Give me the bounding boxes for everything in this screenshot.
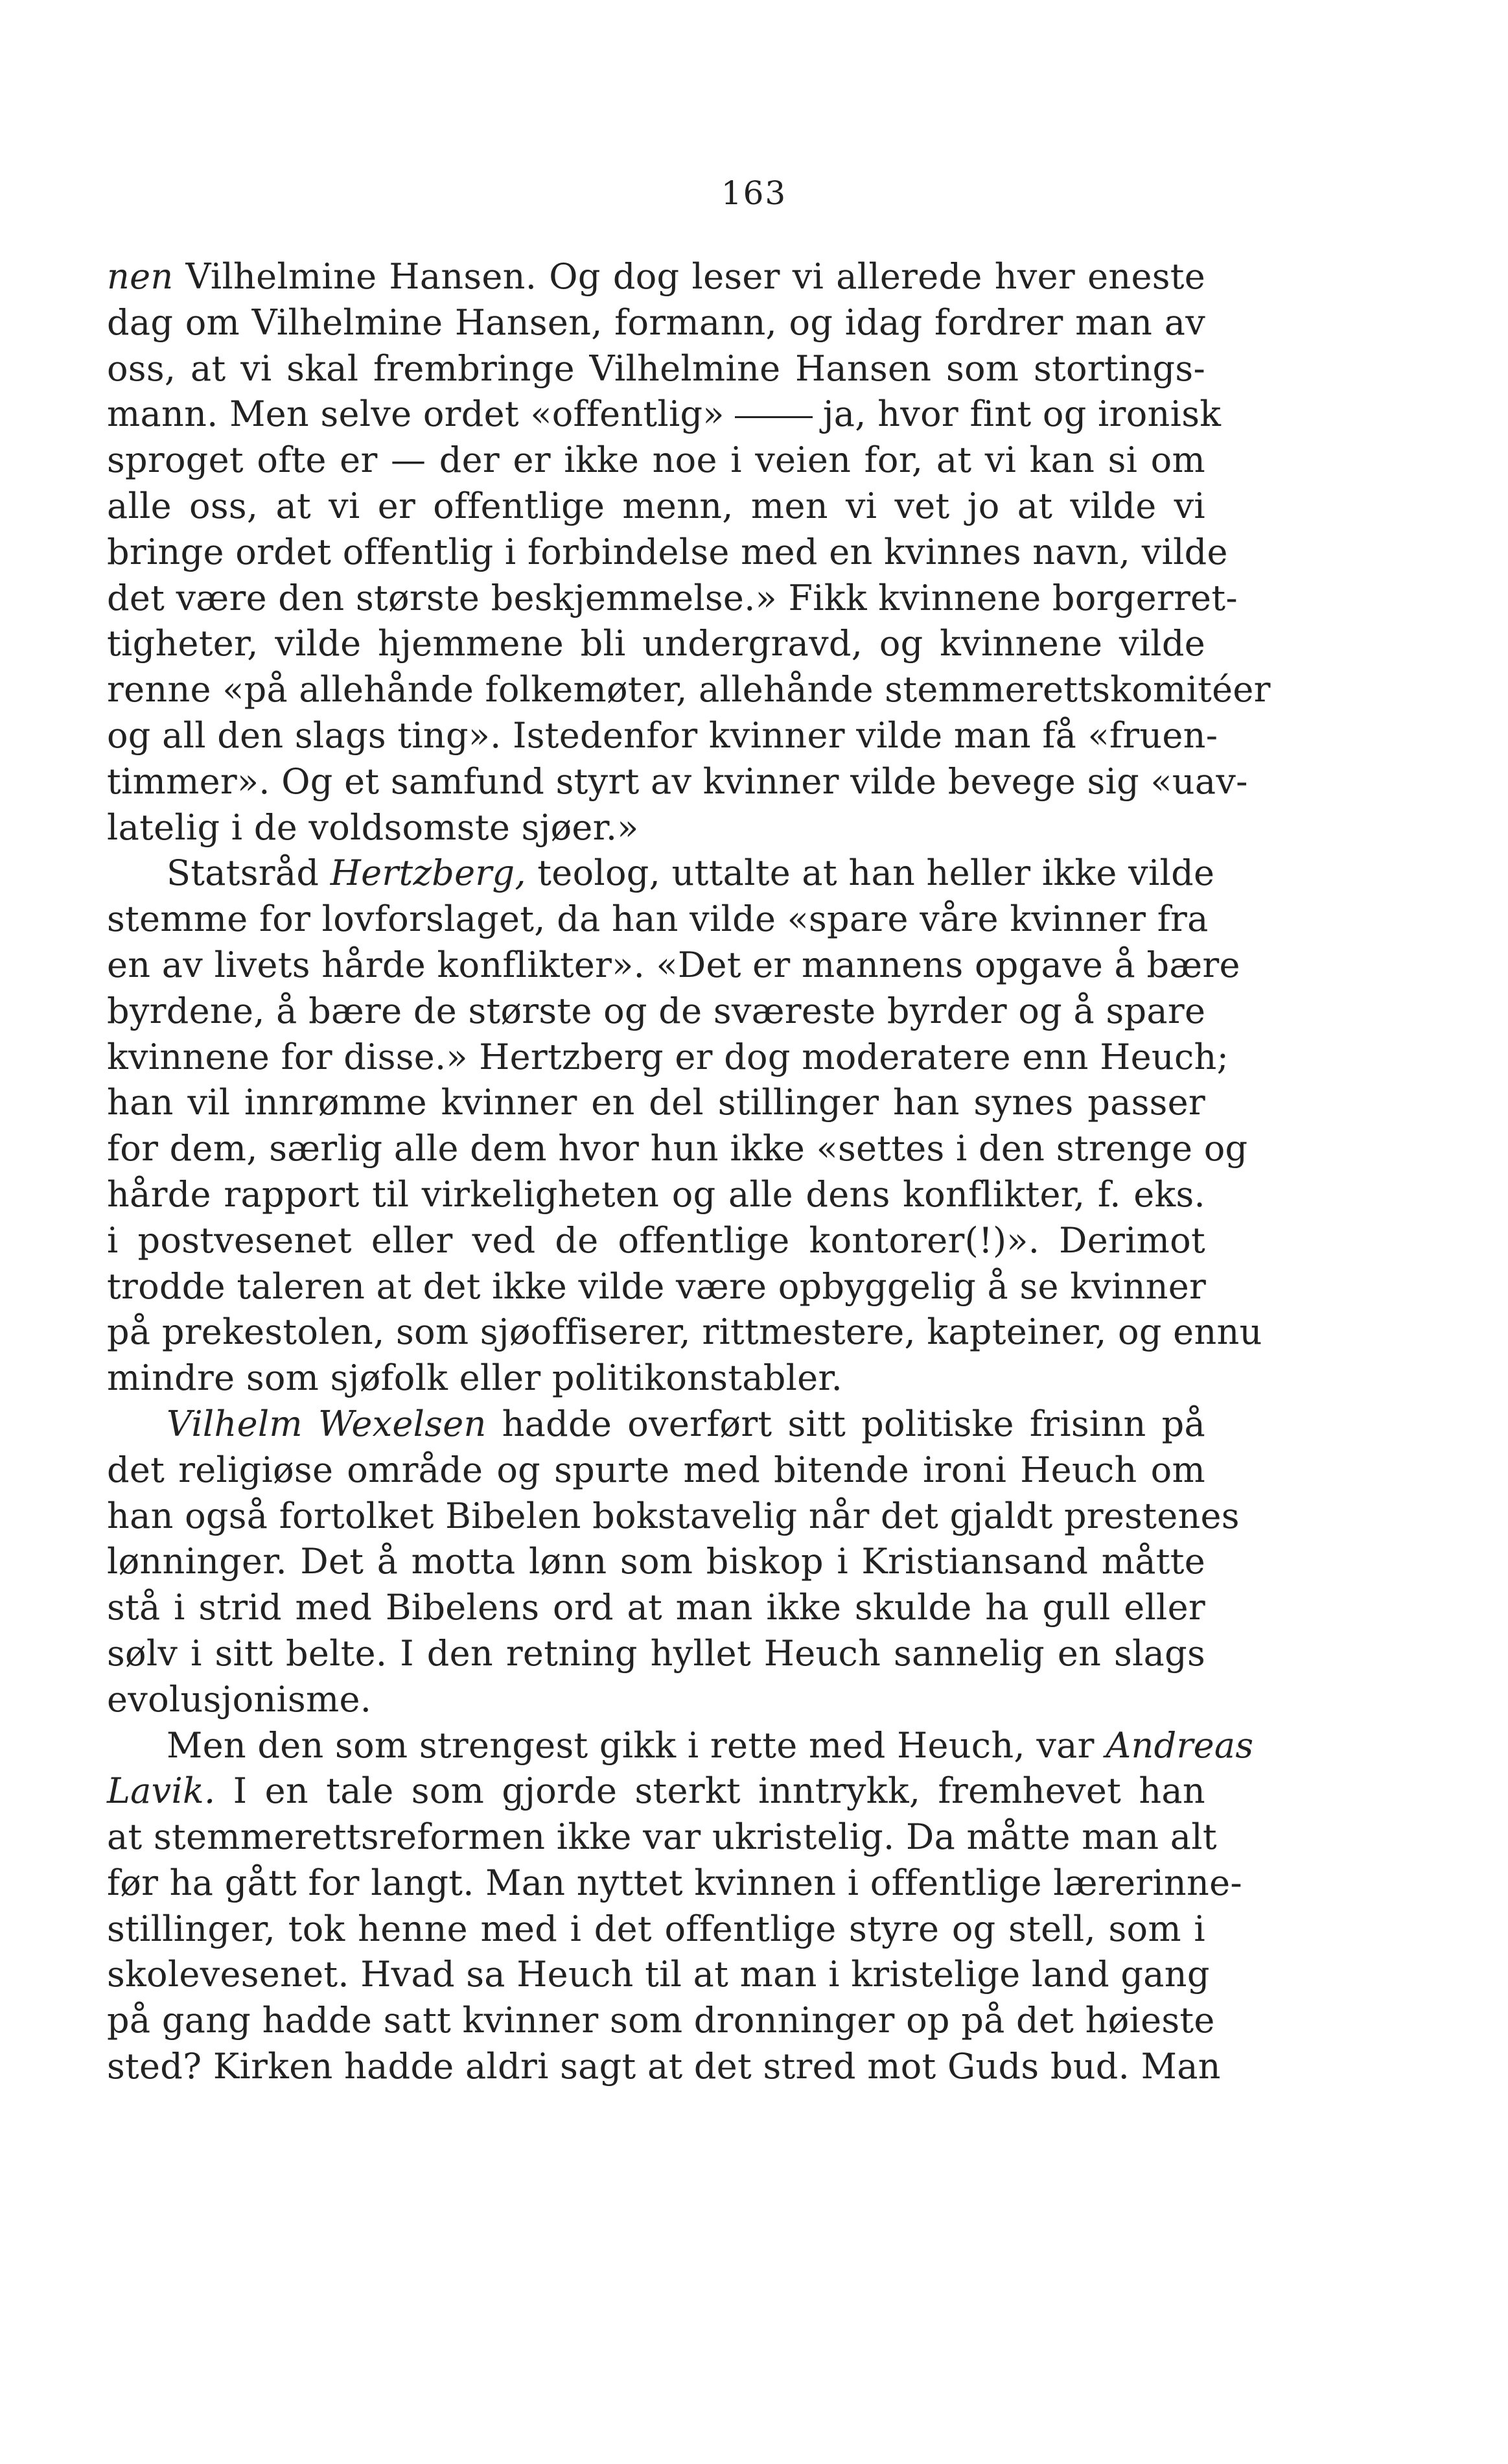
text-line-32: evolusjonisme. [107,1678,372,1720]
text-line-24: på prekestolen, som sjøoffiserer, rittmestere, kapteiner, og ennu [107,1311,1262,1353]
em-dash-rule [735,416,813,418]
text-line-39: på gang hadde satt kvinner som dronninger op på det høieste [107,2000,1215,2041]
line-text: Men den som strengest gikk i rette med Heuch, var [167,1724,1106,1766]
italic-name: Andreas [1106,1724,1254,1766]
text-line-20: for dem, særlig alle dem hvor hun ikke «settes i den strenge og [107,1128,1248,1169]
text-line-35: at stemmerettsreformen ikke var ukristelig. Da måtte man alt [107,1816,1217,1858]
text-line-30: stå i strid med Bibelens ord at man ikke skulde ha gull eller [107,1587,1205,1628]
text-line-13: latelig i de voldsomste sjøer.» [107,806,639,848]
italic-name: Lavik. [107,1770,216,1812]
text-line-19: han vil innrømme kvinner en del stillinger han synes passer [107,1082,1205,1123]
line-text: Statsråd [167,852,331,894]
text-line-7: bringe ordet offentlig i forbindelse med en kvinnes navn, vilde [107,531,1228,572]
text-line-28: han også fortolket Bibelen bokstavelig når det gjaldt prestenes [107,1495,1240,1536]
text-line-10: renne «på allehånde folkemøter, allehånde stemmerettskomitéer [107,669,1271,710]
text-line-29: lønninger. Det å motta lønn som biskop i Kristiansand måtte [107,1541,1205,1582]
text-line-4 [107,392,1222,438]
text-line-5: sproget ofte er — der er ikke noe i veien for, at vi kan si om [107,440,1205,481]
line-text: Vilhelmine Hansen. Og dog leser vi allerede hver eneste [173,256,1205,297]
line-text: teolog, uttalte at han heller ikke vilde [526,852,1215,894]
text-line-34 [107,1768,1205,1814]
text-line-18: kvinnene for disse.» Hertzberg er dog moderatere enn Heuch; [107,1036,1229,1077]
page-number: 163 [721,174,787,212]
body-text [107,254,1271,2090]
text-line-12: timmer». Og et samfund styrt av kvinner vilde bevege sig «uav- [107,760,1248,802]
text-line-38: skolevesenet. Hvad sa Heuch til at man i kristelige land gang [107,1954,1210,1995]
line-text: mann. Men selve ordet «offentlig» [107,393,725,435]
text-line-3: oss, at vi skal frembringe Vilhelmine Hansen som stortings- [107,347,1205,389]
text-line-15: stemme for lovforslaget, da han vilde «spare våre kvinner fra [107,898,1209,940]
text-line-8: det være den største beskjemmelse.» Fikk kvinnene borgerret- [107,577,1238,618]
line-text: I en tale som gjorde sterkt inntrykk, fremhevet han [215,1770,1205,1812]
text-line-23: trodde taleren at det ikke vilde være opbyggelig å se kvinner [107,1265,1207,1307]
line-text: ja, hvor fint og ironisk [822,393,1222,435]
text-line-21: hårde rapport til virkeligheten og alle dens konflikter, f. eks. [107,1173,1205,1215]
text-line-27: det religiøse område og spurte med bitende ironi Heuch om [107,1449,1205,1490]
text-line-16: en av livets hårde konflikter». «Det er mannens opgave å bære [107,944,1240,985]
text-line-31: sølv i sitt belte. I den retning hyllet Heuch sannelig en slags [107,1632,1205,1674]
text-line-37: stillinger, tok henne med i det offentlige styre og stell, som i [107,1908,1205,1949]
text-line-22: i postvesenet eller ved de offentlige kontorer(!)». Derimot [107,1219,1205,1261]
line-text: hadde overført sitt politiske frisinn på [486,1403,1205,1444]
text-line-25: mindre som sjøfolk eller politikonstabler. [107,1357,843,1399]
italic-name: Hertzberg, [330,852,526,894]
italic-name: Vilhelm Wexelsen [167,1403,487,1444]
text-line-1 [107,254,1205,300]
text-line-17: byrdene, å bære de største og de sværeste byrder og å spare [107,990,1206,1031]
text-line-40: sted? Kirken hadde aldri sagt at det stred mot Guds bud. Man [107,2046,1221,2087]
text-line-33 [107,1723,1254,1769]
text-line-26 [107,1402,1205,1448]
text-line-9: tigheter, vilde hjemmene bli undergravd, og kvinnene vilde [107,623,1205,664]
text-line-6: alle oss, at vi er offentlige menn, men vi vet jo at vilde vi [107,485,1205,526]
text-line-14 [107,851,1215,897]
text-line-36: før ha gått for langt. Man nyttet kvinnen i offentlige lærerinne- [107,1862,1242,1903]
italic-word: nen [107,256,174,297]
text-line-11: og all den slags ting». Istedenfor kvinner vilde man få «fruen- [107,714,1218,756]
text-line-2: dag om Vilhelmine Hansen, formann, og idag fordrer man av [107,301,1205,343]
